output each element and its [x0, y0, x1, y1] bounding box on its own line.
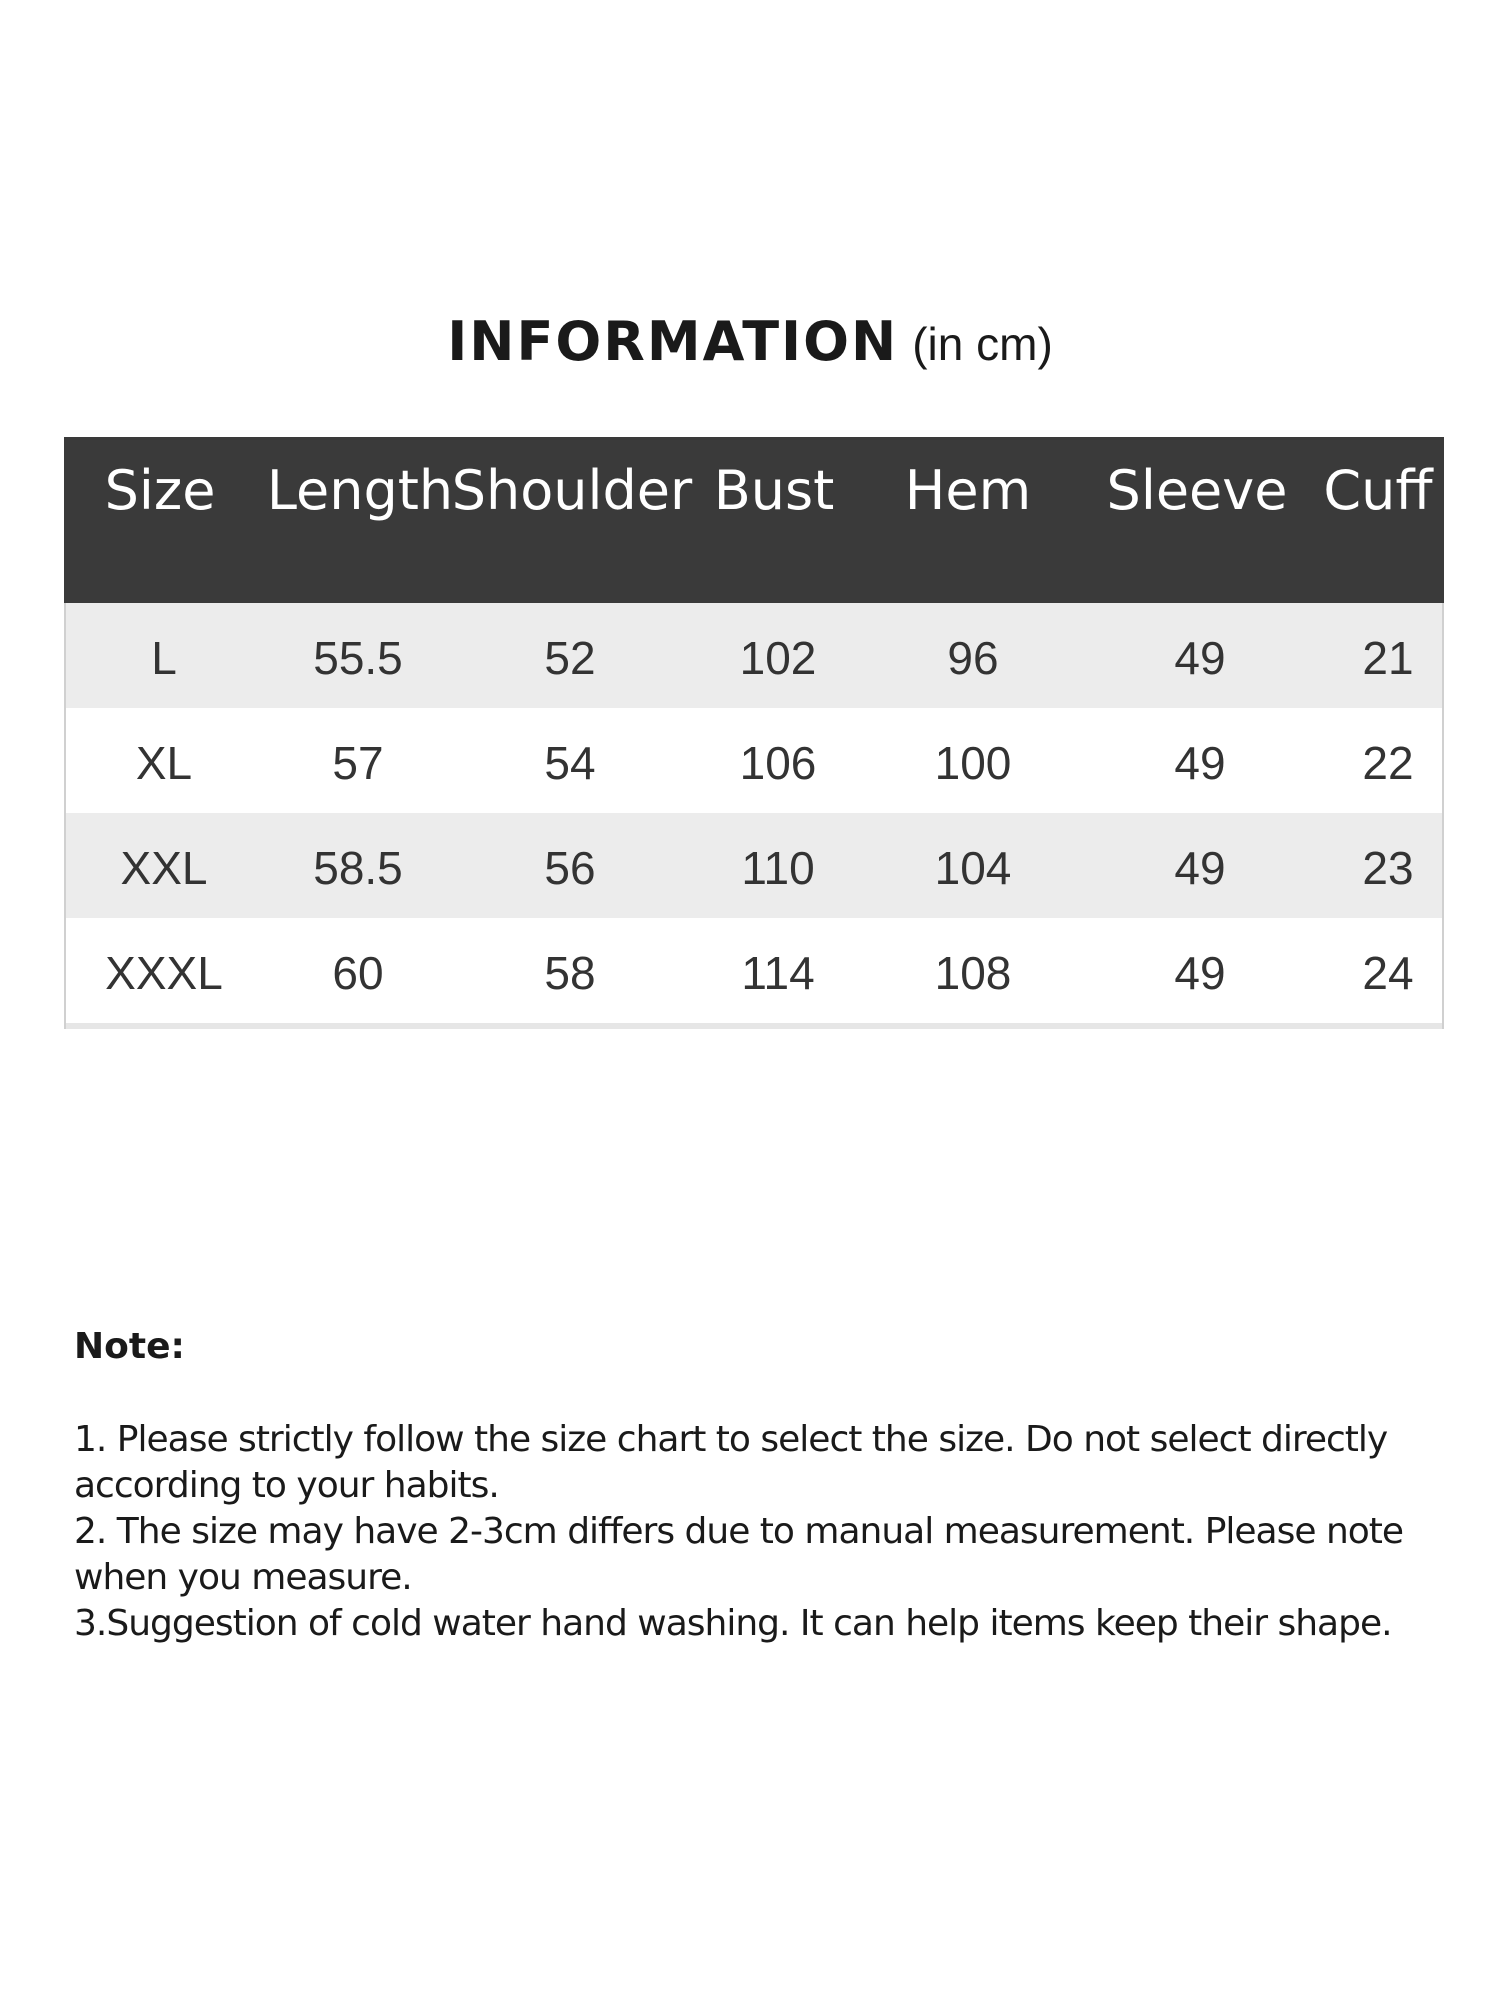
- cell-cuff: 21: [1362, 632, 1414, 684]
- cell-bust: 102: [739, 632, 817, 684]
- cell-shoulder: 56: [544, 842, 596, 894]
- cell-shoulder: 52: [544, 632, 596, 684]
- cell-cuff: 22: [1362, 737, 1414, 789]
- note-line: 1. Please strictly follow the size chart to select the size. Do not select directly: [74, 1419, 1388, 1460]
- column-header-length: Length: [266, 459, 454, 522]
- note-title: Note:: [74, 1326, 185, 1367]
- column-header-bust: Bust: [713, 459, 835, 522]
- cell-sleeve: 49: [1174, 632, 1226, 684]
- cell-bust: 114: [741, 947, 815, 999]
- table-row: [66, 603, 1442, 708]
- column-header-hem: Hem: [904, 459, 1032, 522]
- cell-size: XXL: [120, 842, 208, 894]
- cell-length: 57: [332, 737, 384, 789]
- size-table: [64, 437, 1444, 1029]
- cell-hem: 108: [934, 947, 1012, 999]
- column-header-sleeve: Sleeve: [1106, 459, 1288, 522]
- cell-sleeve: 49: [1174, 947, 1226, 999]
- column-header-size: Size: [104, 459, 216, 522]
- cell-bust: 110: [741, 842, 815, 894]
- page-heading: [0, 310, 1500, 373]
- cell-length: 58.5: [313, 842, 403, 894]
- cell-shoulder: 54: [544, 737, 596, 789]
- cell-sleeve: 49: [1174, 842, 1226, 894]
- note-line: 2. The size may have 2-3cm differs due to manual measurement. Please note: [74, 1511, 1404, 1552]
- cell-shoulder: 58: [544, 947, 596, 999]
- heading-title: INFORMATION: [447, 310, 899, 373]
- cell-size: XL: [135, 737, 193, 789]
- note-section: [74, 1325, 1434, 1647]
- cell-length: 60: [332, 947, 384, 999]
- cell-hem: 100: [934, 737, 1012, 789]
- cell-sleeve: 49: [1174, 737, 1226, 789]
- table-bottom-border: [66, 1023, 1442, 1029]
- cell-hem: 96: [947, 632, 999, 684]
- cell-cuff: 24: [1362, 947, 1414, 999]
- column-header-cuff: Cuff: [1323, 459, 1433, 522]
- note-line: 3.Suggestion of cold water hand washing. It can help items keep their shape.: [74, 1603, 1392, 1644]
- cell-hem: 104: [934, 842, 1012, 894]
- heading-unit: (in cm): [912, 318, 1053, 370]
- cell-size: XXXL: [105, 947, 223, 999]
- cell-cuff: 23: [1362, 842, 1414, 894]
- table-header: [64, 437, 1444, 603]
- cell-length: 55.5: [313, 632, 403, 684]
- table-row: [66, 918, 1442, 1023]
- note-line: according to your habits.: [74, 1465, 499, 1506]
- table-row: [66, 813, 1442, 918]
- cell-size: L: [151, 632, 177, 684]
- cell-bust: 106: [739, 737, 817, 789]
- note-line: when you measure.: [74, 1557, 412, 1598]
- column-header-shoulder: Shoulder: [451, 459, 693, 522]
- table-row: [66, 708, 1442, 813]
